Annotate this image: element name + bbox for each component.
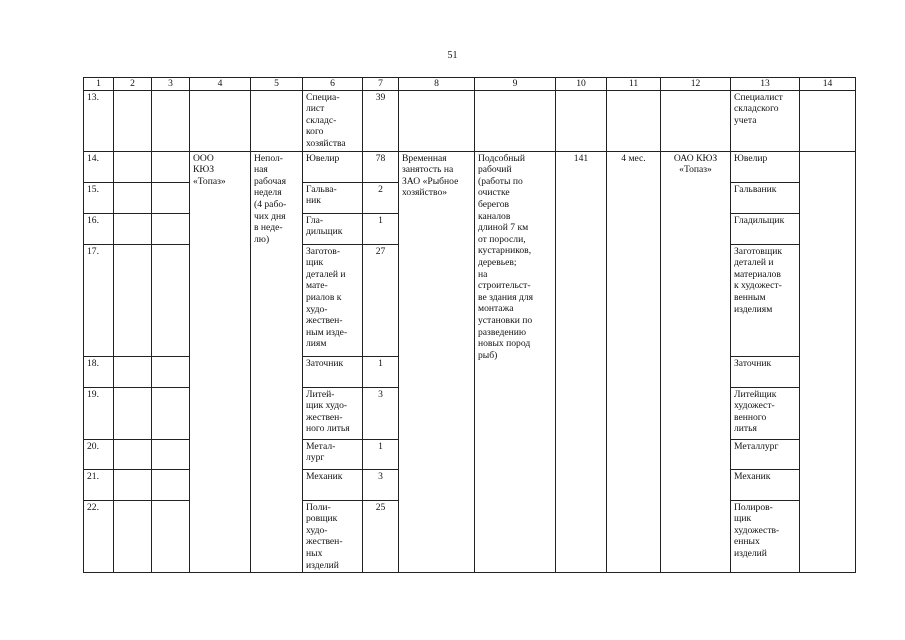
column-header: 10 — [556, 78, 607, 91]
col10-cell: 141 — [556, 151, 607, 573]
row-number: 22. — [84, 500, 114, 573]
empty-cell — [114, 469, 152, 500]
column-header: 14 — [800, 78, 856, 91]
empty-cell — [114, 244, 152, 356]
profession-cell: Заточник — [303, 356, 363, 387]
empty-cell — [114, 151, 152, 182]
empty-cell — [556, 90, 607, 151]
empty-cell — [152, 500, 190, 573]
position-cell: Гальваник — [731, 182, 800, 213]
empty-cell — [152, 387, 190, 439]
data-table — [83, 77, 856, 573]
count-cell: 3 — [363, 469, 399, 500]
page-number: 51 — [447, 50, 458, 61]
count-cell: 1 — [363, 356, 399, 387]
column-header: 12 — [661, 78, 731, 91]
empty-cell — [800, 151, 856, 573]
empty-cell — [190, 90, 251, 151]
position-cell: Полиров- щик художеств- енных изделий — [731, 500, 800, 573]
empty-cell — [152, 90, 190, 151]
empty-cell — [399, 90, 475, 151]
row-number: 16. — [84, 213, 114, 244]
profession-cell: Поли- ровщик худо- жествен- ных изделий — [303, 500, 363, 573]
empty-cell — [152, 244, 190, 356]
header-row — [84, 78, 856, 91]
row-number: 21. — [84, 469, 114, 500]
empty-cell — [152, 151, 190, 182]
table-row — [84, 90, 856, 151]
table-row — [84, 151, 856, 182]
row-number: 14. — [84, 151, 114, 182]
count-cell: 1 — [363, 439, 399, 469]
row-number: 20. — [84, 439, 114, 469]
profession-cell: Гла- дильщик — [303, 213, 363, 244]
work-description-cell: Подсобный рабочий (работы по очистке берегов каналов длиной 7 км от поросли, кустарников, деревьев; на строительст- ве здания для монтажа установки по разведению новых пород рыб) — [475, 151, 556, 573]
column-header: 13 — [731, 78, 800, 91]
profession-cell: Гальва- ник — [303, 182, 363, 213]
column-header: 9 — [475, 78, 556, 91]
empty-cell — [114, 500, 152, 573]
row-number: 18. — [84, 356, 114, 387]
column-header: 5 — [251, 78, 303, 91]
empty-cell — [114, 213, 152, 244]
column-header: 6 — [303, 78, 363, 91]
empty-cell — [152, 182, 190, 213]
empty-cell — [800, 90, 856, 151]
position-cell: Заточник — [731, 356, 800, 387]
empty-cell — [114, 387, 152, 439]
position-cell: Гладильщик — [731, 213, 800, 244]
empty-cell — [114, 90, 152, 151]
empty-cell — [152, 213, 190, 244]
position-cell: Заготовщик деталей и материалов к художест- венным изделиям — [731, 244, 800, 356]
column-header: 4 — [190, 78, 251, 91]
position-cell: Специалист складского учета — [731, 90, 800, 151]
count-cell: 3 — [363, 387, 399, 439]
count-cell: 78 — [363, 151, 399, 182]
empty-cell — [152, 469, 190, 500]
position-cell: Механик — [731, 469, 800, 500]
empty-cell — [475, 90, 556, 151]
profession-cell: Литей- щик худо- жествен- ного литья — [303, 387, 363, 439]
empty-cell — [661, 90, 731, 151]
empty-cell — [152, 439, 190, 469]
profession-cell: Механик — [303, 469, 363, 500]
profession-cell: Заготов- щик деталей и мате- риалов к худо- жествен- ным изде- лиям — [303, 244, 363, 356]
row-number: 17. — [84, 244, 114, 356]
count-cell: 39 — [363, 90, 399, 151]
position-cell: Литейщик художест- венного литья — [731, 387, 800, 439]
count-cell: 27 — [363, 244, 399, 356]
empty-cell — [607, 90, 661, 151]
empty-cell — [152, 356, 190, 387]
organization-cell: ОАО КЮЗ «Топаз» — [661, 151, 731, 573]
schedule-cell: Непол- ная рабочая неделя (4 рабо- чих дня в неде- лю) — [251, 151, 303, 573]
employer-cell: ООО КЮЗ «Топаз» — [190, 151, 251, 573]
count-cell: 1 — [363, 213, 399, 244]
position-cell: Ювелир — [731, 151, 800, 182]
column-header: 3 — [152, 78, 190, 91]
empty-cell — [114, 182, 152, 213]
row-number: 19. — [84, 387, 114, 439]
column-header: 11 — [607, 78, 661, 91]
empty-cell — [114, 439, 152, 469]
column-header: 1 — [84, 78, 114, 91]
employment-type-cell: Временная занятость на ЗАО «Рыбное хозяйство» — [399, 151, 475, 573]
duration-cell: 4 мес. — [607, 151, 661, 573]
row-number: 15. — [84, 182, 114, 213]
profession-cell: Метал- лург — [303, 439, 363, 469]
position-cell: Металлург — [731, 439, 800, 469]
profession-cell: Ювелир — [303, 151, 363, 182]
column-header: 8 — [399, 78, 475, 91]
profession-cell: Специа- лист складс- кого хозяйства — [303, 90, 363, 151]
count-cell: 25 — [363, 500, 399, 573]
column-header: 2 — [114, 78, 152, 91]
count-cell: 2 — [363, 182, 399, 213]
row-number: 13. — [84, 90, 114, 151]
column-header: 7 — [363, 78, 399, 91]
empty-cell — [251, 90, 303, 151]
empty-cell — [114, 356, 152, 387]
